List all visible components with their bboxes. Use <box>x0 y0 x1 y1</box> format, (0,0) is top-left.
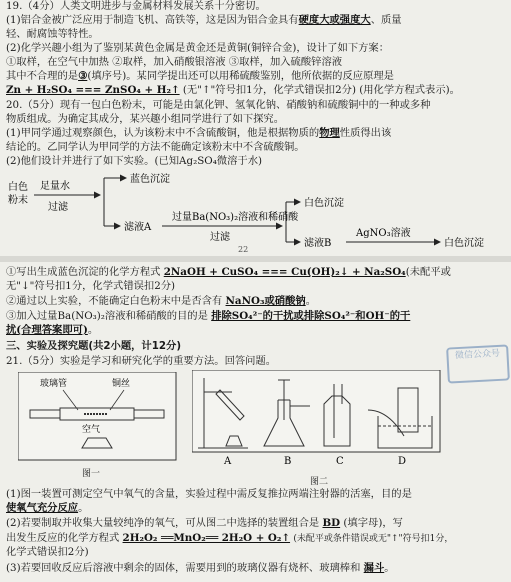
q21-equation: 2H₂O₂ ══MnO₂══ 2H₂O + O₂↑ <box>122 532 291 544</box>
q20-answer1: 物理 <box>319 127 340 139</box>
flow-step3: AgNO₃溶液 <box>356 228 411 239</box>
q19-answer1: 硬度大或强度大 <box>298 14 371 26</box>
q19-equation-line: Zn + H₂SO₄ === ZnSO₄ + H₂↑ (无"↑"符号扣1分，化学式错误扣2分) (用化学方程式表示)。 <box>6 84 460 96</box>
q20-sub1-note: 无"↓"符号扣1分，化学式错误扣2分) <box>6 280 176 292</box>
flow-filtrate-a: 滤液A <box>124 222 152 233</box>
q21-sub2-note: 化学式错误扣2分) <box>6 546 89 558</box>
fig1-air-label: 空气 <box>82 425 101 435</box>
experiment-flowchart <box>0 168 511 254</box>
q21-answer1: 使氧气充分反应 <box>6 502 79 514</box>
flow-sample-b: 粉末 <box>8 195 28 206</box>
q20-answer3: 排除SO₄²⁻的干扰或排除SO₄²⁻和OH⁻的干 <box>211 310 411 322</box>
fig2-label-b: B <box>284 456 292 467</box>
page-fold <box>0 256 511 262</box>
q20-line4: 结论的。乙同学认为甲同学的方法不能确定该粉末中不含硫酸铜。 <box>6 141 305 153</box>
q19-line2: 轻、耐腐蚀等特性。 <box>6 28 99 40</box>
q20-line5: (2)他们设计并进行了如下实验。(已知Ag₂SO₄微溶于水) <box>6 155 263 167</box>
q20-sub3: ③加入过量Ba(NO₃)₂溶液和稀硝酸的目的是 排除SO₄²⁻的干扰或排除SO₄²⁻和OH⁻的干 <box>6 310 411 322</box>
q19-line3: (2)化学兴趣小组为了鉴别某黄色金属是黄金还是黄铜(铜锌合金)，设计了如下方案： <box>6 42 390 54</box>
flow-white2: 白色沉淀 <box>444 238 484 249</box>
q20-sub1: ①写出生成蓝色沉淀的化学方程式 2NaOH + CuSO₄ === Cu(OH)₂↓ + Na₂SO₄(未配平或 <box>6 266 451 278</box>
figure-1 <box>18 372 178 464</box>
fig2-apparatus <box>192 370 440 452</box>
q21-answer3: 漏斗 <box>363 562 385 574</box>
q19-options: ①取样，在空气中加热 ②取样，加入硝酸银溶液 ③取样，加入硫酸锌溶液 <box>6 56 343 68</box>
q21-sub3: (3)若要回收反应后溶液中剩余的固体，需要用到的玻璃仪器有烧杯、玻璃棒和 漏斗。 <box>6 562 395 574</box>
q21-sub1-answer-line: 使氧气充分反应。 <box>6 502 89 514</box>
flow-step1b: 过滤 <box>48 202 68 213</box>
flow-white1: 白色沉淀 <box>304 198 344 209</box>
section3-heading: 三、实验及探究题(共2小题，计12分) <box>6 340 182 352</box>
q20-answer3-cont: 扰(合理答案即可) <box>6 324 88 336</box>
q21-sub2: (2)若要制取并收集大量较纯净的氧气，可从图二中选择的装置组合是 BD (填字母)，写 <box>6 517 403 529</box>
q21-answer2: BD <box>322 517 341 529</box>
flow-pagenum: 22 <box>238 245 249 254</box>
q21-sub1: (1)图一装置可测定空气中氧气的含量，实验过程中需反复推拉两端注射器的活塞，目的是 <box>6 488 412 500</box>
flow-blue: 蓝色沉淀 <box>130 174 170 185</box>
fig1-caption: 图一 <box>82 469 101 479</box>
q20-line3: (1)甲同学通过观察颜色，认为该粉末中不含硫酸铜，他是根据物质的物理性质得出该 <box>6 127 392 139</box>
q20-equation: 2NaOH + CuSO₄ === Cu(OH)₂↓ + Na₂SO₄ <box>163 266 406 278</box>
q21-title: 21.（5分）实验是学习和研究化学的重要方法。回答问题。 <box>6 355 277 367</box>
figure-2 <box>192 370 442 470</box>
q19-title: 19.（4分）人类文明进步与金属材料发展关系十分密切。 <box>6 0 266 12</box>
fig1-tube-label: 玻璃管 <box>40 379 68 389</box>
fig2-label-d: D <box>398 456 407 467</box>
fig2-caption: 图二 <box>310 477 329 487</box>
flow-sample-a: 白色 <box>8 182 28 193</box>
fig2-label-a: A <box>224 456 232 467</box>
q19-answer2: ③ <box>78 70 88 82</box>
flow-filtrate-b: 滤液B <box>304 238 332 249</box>
flow-step2: 过量Ba(NO₃)₂溶液和稀硝酸 <box>172 212 299 223</box>
fig1-wire-label: 铜丝 <box>112 379 131 389</box>
q20-title: 20.（5分）现有一包白色粉末，可能是由氯化钾、氢氧化钠、硝酸钠和硫酸铜中的一种或多种 <box>6 99 431 111</box>
watermark-stamp: 微信公众号 <box>446 344 510 383</box>
q21-sub2-eq: 出发生反应的化学方程式 2H₂O₂ ══MnO₂══ 2H₂O + O₂↑ (未配平或条件错误或无"↑"符号扣1分， <box>6 532 454 544</box>
q19-line5: 其中不合理的是③(填序号)。某同学提出还可以用稀硫酸鉴别，他所依据的反应原理是 <box>6 70 394 82</box>
q19-line1: (1)铝合金被广泛应用于制造飞机、高铁等，这是因为铝合金具有硬度大或强度大、质量 <box>6 14 402 26</box>
fig2-label-c: C <box>336 456 344 467</box>
fig2-frame <box>192 370 440 452</box>
q20-sub3-cont: 扰(合理答案即可)。 <box>6 324 99 336</box>
q20-line2: 物质组成。为确定其成分，某兴趣小组同学进行了如下探究。 <box>6 113 285 125</box>
q19-equation: Zn + H₂SO₄ === ZnSO₄ + H₂↑ <box>6 84 180 96</box>
q20-answer2: NaNO₃或硝酸钠 <box>225 295 306 307</box>
flow-step1: 足量水 <box>40 181 70 192</box>
flow-step2b: 过滤 <box>210 232 230 243</box>
q20-sub2: ②通过以上实验，不能确定白色粉末中是否含有 NaNO₃或硝酸钠。 <box>6 295 316 307</box>
